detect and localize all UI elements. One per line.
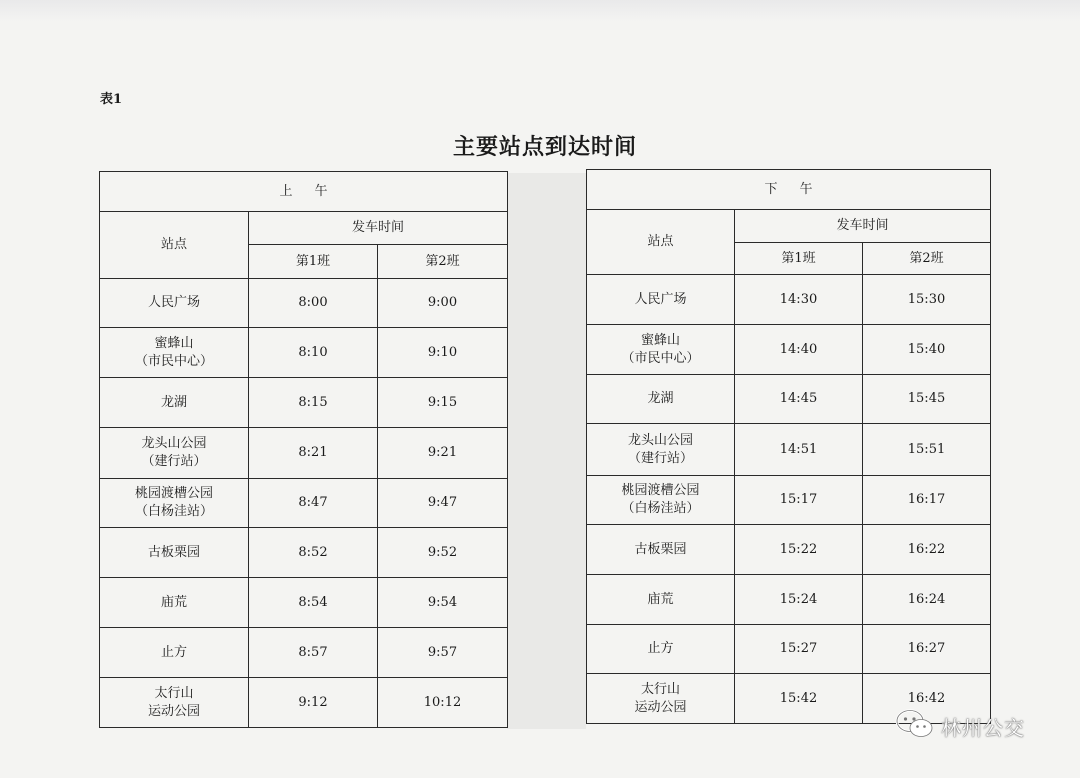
table-row	[100, 678, 508, 728]
table-row	[587, 525, 991, 575]
depart-time-header: 发车时间	[735, 210, 991, 243]
station-cell	[587, 525, 735, 575]
station-subname: （市民中心）	[621, 350, 700, 366]
station-column-header: 站点	[100, 212, 249, 279]
afternoon-schedule-table	[586, 169, 991, 724]
station-cell	[587, 674, 735, 724]
trip-1-time: 15:22	[735, 525, 863, 575]
trip-1-time: 15:17	[735, 476, 863, 525]
trip-2-time: 16:27	[863, 625, 991, 674]
period-label: 下午	[587, 170, 991, 210]
station-subname: （白杨洼站）	[134, 504, 213, 519]
station-name: 止方	[647, 641, 674, 657]
trip-2-time: 9:10	[378, 328, 508, 378]
station-name: 龙头山公园	[141, 436, 207, 452]
station-cell	[100, 279, 249, 328]
trip-2-time: 9:52	[378, 528, 508, 578]
table-row	[100, 279, 508, 328]
scan-top-edge	[0, 0, 1080, 22]
trip-2-time: 9:57	[378, 628, 508, 678]
table-row	[587, 375, 991, 424]
center-divider	[507, 173, 586, 729]
station-subname: （市民中心）	[134, 353, 213, 369]
depart-header-row	[100, 212, 508, 245]
station-cell	[587, 325, 735, 375]
trip-2-time: 9:00	[378, 279, 508, 328]
trip-1-time: 14:45	[735, 375, 863, 424]
trip-1-time: 8:54	[249, 578, 378, 628]
station-name: 龙头山公园	[627, 432, 693, 448]
table-row	[100, 528, 508, 578]
station-name: 古板栗园	[147, 544, 200, 560]
station-name: 蜜蜂山	[640, 332, 680, 348]
station-cell	[587, 575, 735, 625]
station-name: 庙荒	[647, 591, 674, 607]
depart-time-header: 发车时间	[249, 212, 508, 245]
trip-2-time: 9:47	[378, 479, 508, 528]
trip-1-time: 14:40	[735, 325, 863, 375]
station-name: 庙荒	[160, 594, 187, 610]
table-row	[100, 428, 508, 479]
trip-2-time: 16:24	[863, 575, 991, 625]
station-name: 止方	[160, 644, 187, 660]
station-cell	[587, 625, 735, 674]
station-cell	[100, 328, 249, 378]
table-row	[100, 628, 508, 678]
period-header-row	[587, 170, 991, 210]
station-cell	[100, 628, 249, 678]
station-name: 古板栗园	[634, 541, 687, 557]
account-watermark	[895, 706, 1025, 746]
trip-1-time: 8:15	[249, 378, 378, 428]
trip-1-time: 14:30	[735, 275, 863, 325]
morning-table-body	[100, 172, 508, 728]
page-title: 主要站点到达时间	[452, 134, 637, 160]
table-row	[587, 275, 991, 325]
station-subname: 运动公园	[147, 703, 200, 719]
station-name: 龙湖	[160, 394, 187, 410]
station-name: 蜜蜂山	[154, 335, 194, 351]
trip-1-time: 15:24	[735, 575, 863, 625]
table-row	[587, 424, 991, 476]
period-header-row	[100, 172, 508, 212]
station-name: 龙湖	[647, 391, 674, 407]
table-row	[100, 328, 508, 378]
trip-1-time: 8:47	[249, 479, 378, 528]
station-column-header: 站点	[587, 210, 735, 275]
table-number-label: 表1	[100, 92, 123, 107]
afternoon-table-body	[587, 170, 991, 724]
trip-1-header: 第1班	[249, 245, 378, 279]
watermark-text: 林州公交	[941, 715, 1025, 740]
station-cell	[100, 428, 249, 479]
station-subname: 运动公园	[634, 699, 687, 715]
station-subname: （建行站）	[627, 450, 693, 466]
trip-1-time: 15:27	[735, 625, 863, 674]
station-cell	[587, 476, 735, 525]
period-label: 上午	[100, 172, 508, 212]
wechat-icon	[895, 708, 935, 744]
trip-2-header: 第2班	[863, 243, 991, 275]
trip-2-time: 10:12	[378, 678, 508, 728]
station-cell	[587, 424, 735, 476]
trip-1-time: 9:12	[249, 678, 378, 728]
station-cell	[100, 479, 249, 528]
trip-1-time: 15:42	[735, 674, 863, 724]
trip-2-time: 16:17	[863, 476, 991, 525]
trip-2-time: 15:30	[863, 275, 991, 325]
table-row	[587, 625, 991, 674]
trip-2-time: 9:15	[378, 378, 508, 428]
station-cell	[587, 275, 735, 325]
trip-2-time: 16:22	[863, 525, 991, 575]
trip-2-time: 15:40	[863, 325, 991, 375]
trip-2-time: 15:51	[863, 424, 991, 476]
table-row	[100, 378, 508, 428]
trip-1-time: 8:00	[249, 279, 378, 328]
trip-1-time: 8:52	[249, 528, 378, 578]
trip-1-time: 8:10	[249, 328, 378, 378]
table-row	[100, 578, 508, 628]
station-cell	[587, 375, 735, 424]
trip-2-time: 9:21	[378, 428, 508, 479]
station-name: 人民广场	[147, 295, 200, 311]
station-name: 太行山	[154, 685, 194, 701]
morning-schedule-table	[99, 171, 508, 728]
trip-2-header: 第2班	[378, 245, 508, 279]
table-row	[587, 325, 991, 375]
table-row	[100, 479, 508, 528]
table-row	[587, 476, 991, 525]
station-subname: （建行站）	[141, 454, 207, 469]
station-name: 太行山	[640, 681, 680, 697]
trip-2-time: 16:42	[863, 674, 991, 724]
station-subname: （白杨洼站）	[621, 501, 700, 516]
station-cell	[100, 378, 249, 428]
station-name: 桃园渡槽公园	[621, 483, 700, 499]
table-row	[587, 575, 991, 625]
station-name: 人民广场	[634, 291, 687, 307]
trip-1-time: 14:51	[735, 424, 863, 476]
trip-2-time: 9:54	[378, 578, 508, 628]
depart-header-row	[587, 210, 991, 243]
station-cell	[100, 578, 249, 628]
trip-1-header: 第1班	[735, 243, 863, 275]
station-name: 桃园渡槽公园	[134, 486, 213, 502]
station-cell	[100, 528, 249, 578]
trip-1-time: 8:21	[249, 428, 378, 479]
trip-2-time: 15:45	[863, 375, 991, 424]
station-cell	[100, 678, 249, 728]
trip-1-time: 8:57	[249, 628, 378, 678]
